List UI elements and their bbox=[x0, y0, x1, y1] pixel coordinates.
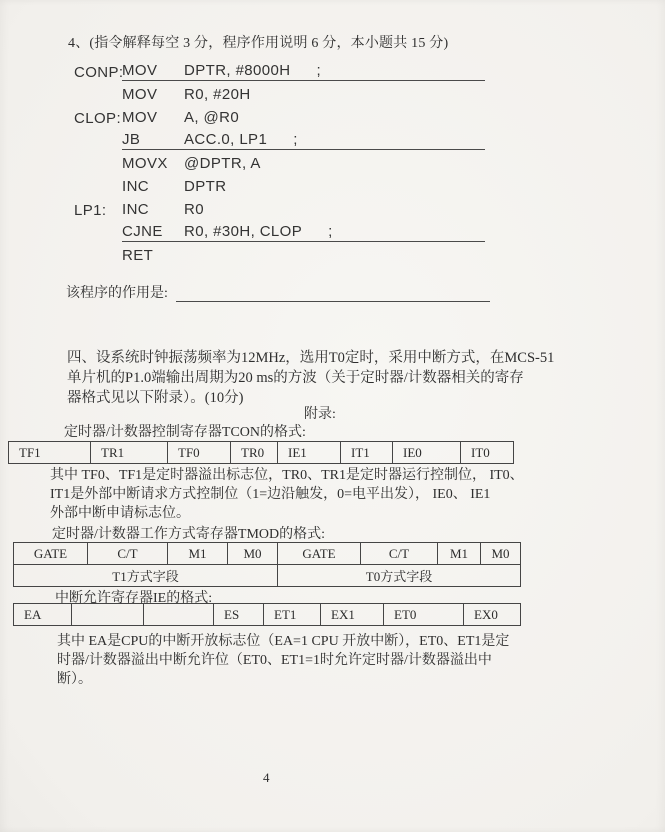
tmod-cell-gate1: GATE bbox=[14, 543, 88, 565]
tcon-cell-ie1: IE1 bbox=[278, 442, 341, 464]
tcon-cell-it0: IT0 bbox=[461, 442, 514, 464]
code-instruction bbox=[122, 86, 485, 104]
note-line: 断）。 bbox=[57, 672, 92, 687]
tmod-bit-row bbox=[14, 543, 521, 565]
tmod-cell-ct0: C/T bbox=[361, 543, 438, 565]
tmod-t1-field: T1方式字段 bbox=[14, 565, 278, 587]
tmod-cell-m0-t0: M0 bbox=[481, 543, 521, 565]
mnemonic: CJNE bbox=[122, 223, 163, 240]
code-line bbox=[74, 81, 494, 104]
tmod-cell-m0-t1: M0 bbox=[228, 543, 278, 565]
ie-register-table bbox=[13, 603, 521, 626]
assembly-code-block bbox=[74, 58, 494, 265]
tcon-cell-tr1: TR1 bbox=[91, 442, 168, 464]
code-instruction bbox=[122, 201, 485, 219]
tmod-cell-ct1: C/T bbox=[88, 543, 168, 565]
mnemonic: MOV bbox=[122, 109, 158, 126]
operands: DPTR bbox=[184, 178, 227, 195]
tmod-cell-gate0: GATE bbox=[278, 543, 361, 565]
tcon-cell-tr0: TR0 bbox=[231, 442, 278, 464]
operands: R0, #20H bbox=[184, 86, 251, 103]
note-line: 外部中断申请标志位。 bbox=[50, 506, 190, 521]
code-label: CLOP: bbox=[74, 110, 122, 127]
code-label: CONP: bbox=[74, 64, 124, 81]
operands: A, @R0 bbox=[184, 109, 240, 126]
ie-cell-blank bbox=[144, 604, 214, 626]
operands: R0 bbox=[184, 201, 204, 218]
operands: @DPTR, A bbox=[184, 155, 261, 172]
answer-blank-underline bbox=[176, 284, 490, 302]
mnemonic: MOV bbox=[122, 86, 158, 103]
tmod-caption: 定时器/计数器工作方式寄存器TMOD的格式: bbox=[52, 527, 325, 542]
code-line bbox=[74, 219, 494, 242]
code-instruction bbox=[122, 109, 485, 127]
code-instruction-underlined bbox=[122, 62, 485, 81]
paragraph-line: 四、设系统时钟振荡频率为12MHz，选用T0定时，采用中断方式，在MCS-51 bbox=[67, 350, 555, 366]
question4-header: 4、(指令解释每空 3 分，程序作用说明 6 分，本小题共 15 分) bbox=[68, 36, 449, 51]
mnemonic: MOV bbox=[122, 62, 158, 79]
operands: ACC.0, LP1 bbox=[184, 131, 268, 148]
mnemonic: INC bbox=[122, 178, 150, 195]
ie-note bbox=[57, 632, 627, 689]
code-instruction bbox=[122, 247, 485, 265]
tcon-row bbox=[9, 442, 514, 464]
code-line bbox=[74, 242, 494, 265]
tmod-t0-field: T0方式字段 bbox=[278, 565, 521, 587]
mnemonic: INC bbox=[122, 201, 150, 218]
code-instruction bbox=[122, 178, 485, 196]
tmod-cell-m1-t1: M1 bbox=[168, 543, 228, 565]
ie-cell-es: ES bbox=[214, 604, 264, 626]
paragraph-line: 器格式见以下附录）。(10分) bbox=[67, 390, 244, 406]
mnemonic: RET bbox=[122, 247, 154, 264]
paragraph-line: 单片机的P1.0端输出周期为20 ms的方波（关于定时器/计数器相关的寄存 bbox=[67, 370, 524, 386]
note-line: 其中 TF0、TF1是定时器溢出标志位，TR0、TR1是定时器运行控制位， IT0、 bbox=[50, 468, 524, 483]
tcon-caption: 定时器/计数器控制寄存器TCON的格式: bbox=[64, 425, 306, 440]
program-purpose-line bbox=[66, 282, 490, 302]
code-instruction-underlined bbox=[122, 131, 485, 150]
purpose-label: 该程序的作用是: bbox=[66, 286, 168, 301]
code-line bbox=[74, 127, 494, 150]
code-line-clop bbox=[74, 104, 494, 127]
tcon-register-table bbox=[8, 441, 514, 464]
ie-cell-blank bbox=[72, 604, 144, 626]
operands: DPTR, #8000H bbox=[184, 62, 291, 79]
ie-cell-et0: ET0 bbox=[384, 604, 464, 626]
comment-semicolon: ; bbox=[328, 223, 333, 240]
code-label: LP1: bbox=[74, 202, 107, 219]
mnemonic: MOVX bbox=[122, 155, 168, 172]
note-line: 其中 EA是CPU的中断开放标志位（EA=1 CPU 开放中断），ET0、ET1是定 bbox=[57, 634, 510, 649]
ie-caption: 中断允许寄存器IE的格式: bbox=[55, 591, 213, 606]
tmod-register-table bbox=[13, 542, 521, 587]
tmod-field-row bbox=[14, 565, 521, 587]
tcon-note bbox=[50, 466, 630, 523]
code-instruction bbox=[122, 155, 485, 173]
code-line bbox=[74, 173, 494, 196]
ie-row bbox=[14, 604, 521, 626]
ie-cell-et1: ET1 bbox=[264, 604, 321, 626]
tcon-cell-it1: IT1 bbox=[341, 442, 393, 464]
ie-cell-ea: EA bbox=[14, 604, 72, 626]
ie-cell-ex0: EX0 bbox=[464, 604, 521, 626]
code-instruction-underlined bbox=[122, 223, 485, 242]
question5-paragraph bbox=[67, 348, 612, 408]
page-number: 4 bbox=[263, 770, 270, 785]
comment-semicolon: ; bbox=[293, 131, 298, 148]
tmod-cell-m1-t0: M1 bbox=[438, 543, 481, 565]
note-line: 时器/计数器溢出中断允许位（ET0、ET1=1时允许定时器/计数器溢出中 bbox=[57, 653, 492, 668]
code-line-conp bbox=[74, 58, 494, 81]
code-line bbox=[74, 150, 494, 173]
appendix-title: 附录: bbox=[304, 407, 336, 422]
tcon-cell-tf0: TF0 bbox=[168, 442, 231, 464]
tcon-cell-ie0: IE0 bbox=[393, 442, 461, 464]
comment-semicolon: ; bbox=[316, 62, 322, 79]
note-line: IT1是外部中断请求方式控制位（1=边沿触发，0=电平出发）， IE0、 IE1 bbox=[50, 487, 491, 502]
mnemonic: JB bbox=[122, 131, 141, 148]
ie-cell-ex1: EX1 bbox=[321, 604, 384, 626]
code-line-lp1 bbox=[74, 196, 494, 219]
operands: R0, #30H, CLOP bbox=[184, 223, 303, 240]
tcon-cell-tf1: TF1 bbox=[9, 442, 91, 464]
